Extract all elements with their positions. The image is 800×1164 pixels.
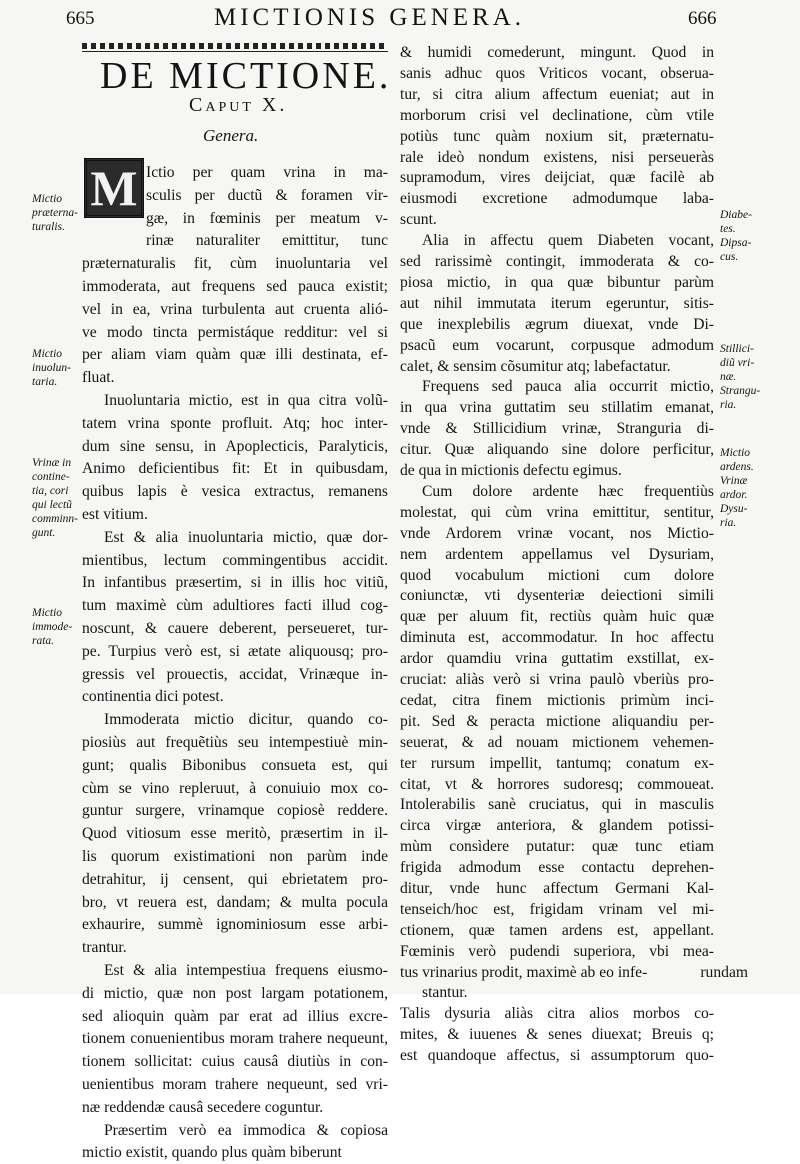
margin-note-line: Mictio <box>32 193 63 205</box>
text-line: molestat, qui cùm vrina emittitur, sentitur, <box>400 504 714 521</box>
margin-note-line: Vrinæ <box>720 475 748 487</box>
margin-note-line: ardor. <box>720 489 748 501</box>
text-line: supramodum, vires deijciat, quæ facilè ab <box>400 169 714 186</box>
text-line: mictio existit, quando plus quàm biberunt <box>82 1144 342 1161</box>
text-line: Cum dolore ardente hæc frequentiùs <box>422 483 714 500</box>
text-line: Quod vitiosum esse meritò, præsertim in il- <box>82 825 388 842</box>
text-line: ter rursum impellit, tantumq; conatum ex- <box>400 755 714 772</box>
text-line: cùm se vino repleruut, à conuiuio mox co- <box>82 780 388 797</box>
margin-note-line: Diabe- <box>720 209 752 221</box>
text-line: di mictio, quæ non post largam potationem, <box>82 985 388 1002</box>
text-line: gæ, in fœminis per meatum v- <box>146 210 388 227</box>
text-line: trantur. <box>82 939 127 956</box>
text-line: de qua in mictionis defectu egimus. <box>400 462 622 479</box>
text-line: continentia dici potest. <box>82 688 224 705</box>
margin-note <box>720 446 754 530</box>
margin-note-line: tia, cori <box>32 485 69 497</box>
margin-note-line: taria. <box>32 376 58 388</box>
text-line: eiusmodi excretione admodumque laba- <box>400 190 714 207</box>
chapter-subhead: Genera. <box>203 126 259 145</box>
text-line: ctionem, quæ tamen ardens est, appellant. <box>400 922 714 939</box>
text-line: citat, vt & horrores sudoresq; commoueat. <box>400 776 714 793</box>
text-line: sculis per ductũ & foramen vir- <box>146 187 388 204</box>
text-line: bro, vt reuera est, dandam; & multa pocula <box>82 894 388 911</box>
chapter-number: Caput X. <box>189 94 288 116</box>
text-line: piosa mictio, in qua quæ bibuntur parùm <box>400 274 714 291</box>
text-line: calet, & sensim cõsumitur atq; labefactatur. <box>400 358 671 375</box>
margin-note-line: næ. <box>720 371 737 383</box>
text-line: guntur surgere, vrinamque copiosè reddere. <box>82 802 388 819</box>
text-line: in qua vrina guttatim seu stillatim emanat, <box>400 399 714 416</box>
text-line: Frequens sed pauca alia occurrit mictio, <box>422 378 714 395</box>
margin-note-line: Dysu- <box>720 503 748 515</box>
text-line: tatem vrina sponte profluit. Atq; hoc inter- <box>82 415 388 432</box>
text-line: Immoderata mictio dicitur, quando co- <box>104 711 388 728</box>
margin-note-line: tes. <box>720 223 736 235</box>
running-head <box>0 2 800 38</box>
dropcap-initial <box>84 158 144 218</box>
page-number-right: 666 <box>688 8 717 29</box>
text-line: que inexplebilis ægrum diuexat, vnde Di- <box>400 316 714 333</box>
text-line: mùm consìdere putatur: quæ tunc etiam <box>400 838 714 855</box>
text-line: tum maximè cùm adultiores facti illud cog- <box>82 597 388 614</box>
text-line: tus vrinarius prodit, maximè ab eo infe- <box>400 964 648 981</box>
catchword: rundam <box>700 964 748 981</box>
margin-note-line: Dipsa- <box>720 237 752 249</box>
text-line: frigida admodum esse contactu deprehen- <box>400 859 714 876</box>
text-line: quod vocabulum mictioni cum dolore <box>400 567 714 584</box>
text-line: quibus lapis è vesica extractus, remanens <box>82 483 388 500</box>
text-line: noscunt, & cauere deberent, perseueret, tur- <box>82 620 388 637</box>
text-line: ditur, vnde hunc affectum Germani Kal- <box>400 880 714 897</box>
text-line: Est & alia intempestiua frequens eiusmo- <box>104 962 388 979</box>
text-line: sed rarissimè contingit, immoderata & co- <box>400 253 714 270</box>
text-line: stantur. <box>422 984 468 1001</box>
text-line: gressis vel prouectis, accidat, Vrinæque in- <box>82 666 388 683</box>
text-line: psacũ eum vocarunt, corpusque admodum <box>400 337 714 354</box>
text-line: Talis dysuria aliàs citra alios morbos co- <box>400 1005 714 1022</box>
margin-note-line: ria. <box>720 399 737 411</box>
margin-note-line: Mictio <box>32 348 63 360</box>
margin-note-line: turalis. <box>32 221 65 233</box>
text-line: pit. Sed & peracta mictione aliquandiu per- <box>400 713 714 730</box>
margin-note-line: immode- <box>32 621 73 633</box>
text-line: cedat, citra finem mictionis primùm inci- <box>400 692 714 709</box>
text-line: Est & alia inuoluntaria mictio, quæ dor- <box>104 529 388 546</box>
text-line: tionem sollicitat: cuius causâ diutiùs in con- <box>82 1053 388 1070</box>
text-line: præternaturalis fit, cùm inuoluntaria vel <box>82 255 388 272</box>
text-line: pe. Turpius verò est, si ætate aliquousq; pro- <box>82 643 388 660</box>
margin-note-line: præterna- <box>32 207 78 219</box>
text-line: fluat. <box>82 369 115 386</box>
text-line: vnde Ardorem vrinæ vocant, nos Mictio- <box>400 525 714 542</box>
text-line: næ reddendæ causâ secedere coguntur. <box>82 1099 324 1116</box>
text-line: vnde & Stillicidium vrinæ, Stranguria di- <box>400 420 714 437</box>
chapter-title: DE MICTIONE. <box>100 55 392 97</box>
text-line: piosiùs aut frequẽtiùs seu intempestiuè min- <box>82 734 388 751</box>
ornament-band <box>82 40 388 52</box>
text-line: seuerat, & ad nouam mictionem vehemen- <box>400 734 714 751</box>
text-line: nem ardentem appellamus vel Dysuriam, <box>400 546 714 563</box>
text-line: vel in ea, vrina turbulenta aut cruenta alió- <box>82 301 388 318</box>
text-line: sanis adhuc quos Vriticos vocant, obserua- <box>400 65 714 82</box>
text-line: rinæ naturaliter emittitur, tunc <box>146 232 388 249</box>
text-line: sed alioquin quàm par erat ad illius excre- <box>82 1008 388 1025</box>
margin-note <box>32 347 71 389</box>
text-line: est vitium. <box>82 506 148 523</box>
text-line: tur, si citra alium affectum eueniat; aut in <box>400 86 714 103</box>
text-line: & humidi comederunt, mingunt. Quod in <box>400 44 714 61</box>
margin-note-line: ardens. <box>720 461 754 473</box>
margin-note <box>32 192 78 234</box>
margin-note-line: cus. <box>720 251 739 263</box>
text-line: uenientibus moram trahere nequeunt, sed vri- <box>82 1076 388 1093</box>
text-line: dum sine sensu, in Apoplecticis, Paralyticis, <box>82 438 388 455</box>
text-line: In infantibus præsertim, si in illis hoc vitiũ, <box>82 574 388 591</box>
text-line: immoderata, aut frequens sed pauca existit; <box>82 278 388 295</box>
text-line: exhaurire, summè ignominiosum esse arbi- <box>82 916 388 933</box>
text-line: ve modo tincta permistáque redditur: vel si <box>82 324 388 341</box>
margin-note <box>32 606 72 648</box>
text-line: Præsertim verò ea immodica & copiosa <box>104 1122 388 1139</box>
margin-note-line: comminn- <box>32 513 78 525</box>
margin-note-line: diũ vri- <box>720 357 755 369</box>
margin-note-line: gunt. <box>32 527 56 539</box>
margin-note-line: Vrinæ in <box>32 457 72 469</box>
text-line: rale ideò nondum existens, nisi perseueràs <box>400 149 714 166</box>
margin-note-line: rata. <box>32 635 55 647</box>
margin-note <box>720 342 760 412</box>
text-line: ardor quamdiu vrina guttatim exstillat, ex- <box>400 650 714 667</box>
text-line: est quandoque affectus, si assumptorum quo- <box>400 1047 714 1064</box>
margin-note-line: Stillici- <box>720 343 754 355</box>
text-line: Inuoluntaria mictio, est in qua citra volũ- <box>104 392 388 409</box>
text-line: detrahitur, ij censent, qui ebrietatem pro- <box>82 871 388 888</box>
text-line: Alia in affectu quem Diabeten vocant, <box>422 232 714 249</box>
text-line: Animo deficientibus fit: Et in quibusdam, <box>82 460 388 477</box>
margin-note-line: contine- <box>32 471 70 483</box>
text-line: tenseich/hoc est, frigidam vrinam vel mi- <box>400 901 714 918</box>
text-line: per aliam viam quàm quæ illi destinata, ef- <box>82 346 388 363</box>
margin-note-line: inuolun- <box>32 362 71 374</box>
text-line: morborum crisi vel declinatione, cùm vtile <box>400 107 714 124</box>
text-line: tionem conuenientibus moram trahere nequeunt, <box>82 1030 388 1047</box>
text-line: Ictio per quam vrina in ma- <box>146 164 388 181</box>
margin-note-line: Strangu- <box>720 385 761 397</box>
text-line: aut nihil immutata iterum egeruntur, sitis- <box>400 295 714 312</box>
running-head-title: MICTIONIS GENERA. <box>214 4 526 31</box>
margin-note <box>720 208 752 264</box>
text-line: quæ per aluum fit, rectiùs quàm huic quæ <box>400 608 714 625</box>
margin-note <box>32 456 78 540</box>
text-line: circa virgæ anteriora, & glandem potissi- <box>400 817 714 834</box>
text-line: coniunctæ, vti dysenteriæ deiectioni simili <box>400 587 714 604</box>
text-line: scunt. <box>400 211 437 228</box>
text-line: gunt; qualis Bibonibus consueta est, qui <box>82 757 388 774</box>
text-line: Fœminis verò pudendi superiora, vbi mea- <box>400 943 714 960</box>
text-line: potiùs tunc quàm noxium sit, præternatu- <box>400 128 714 145</box>
page-number-left: 665 <box>66 8 95 29</box>
margin-note-line: ria. <box>720 517 737 529</box>
text-line: citur. Quæ aliquando sine dolore perficitur, <box>400 441 714 458</box>
margin-note-line: Mictio <box>720 447 751 459</box>
text-line: lis quorum existimationi non parùm inde <box>82 848 388 865</box>
margin-note-line: qui lectũ <box>32 499 72 511</box>
text-line: diminuta est, accommodatur. In hoc affectu <box>400 629 714 646</box>
dropcap-letter: M <box>90 160 138 216</box>
margin-note-line: Mictio <box>32 607 63 619</box>
text-line: mites, & iuuenes & senes diuexat; Breuis q; <box>400 1026 714 1043</box>
text-line: Intolerabilis sanè cruciatus, qui in masculis <box>400 796 714 813</box>
text-line: mientibus, lectum commingentibus accidit. <box>82 552 388 569</box>
text-line: cruciat: aliàs verò si vrina paulò vberiùs pro- <box>400 671 714 688</box>
